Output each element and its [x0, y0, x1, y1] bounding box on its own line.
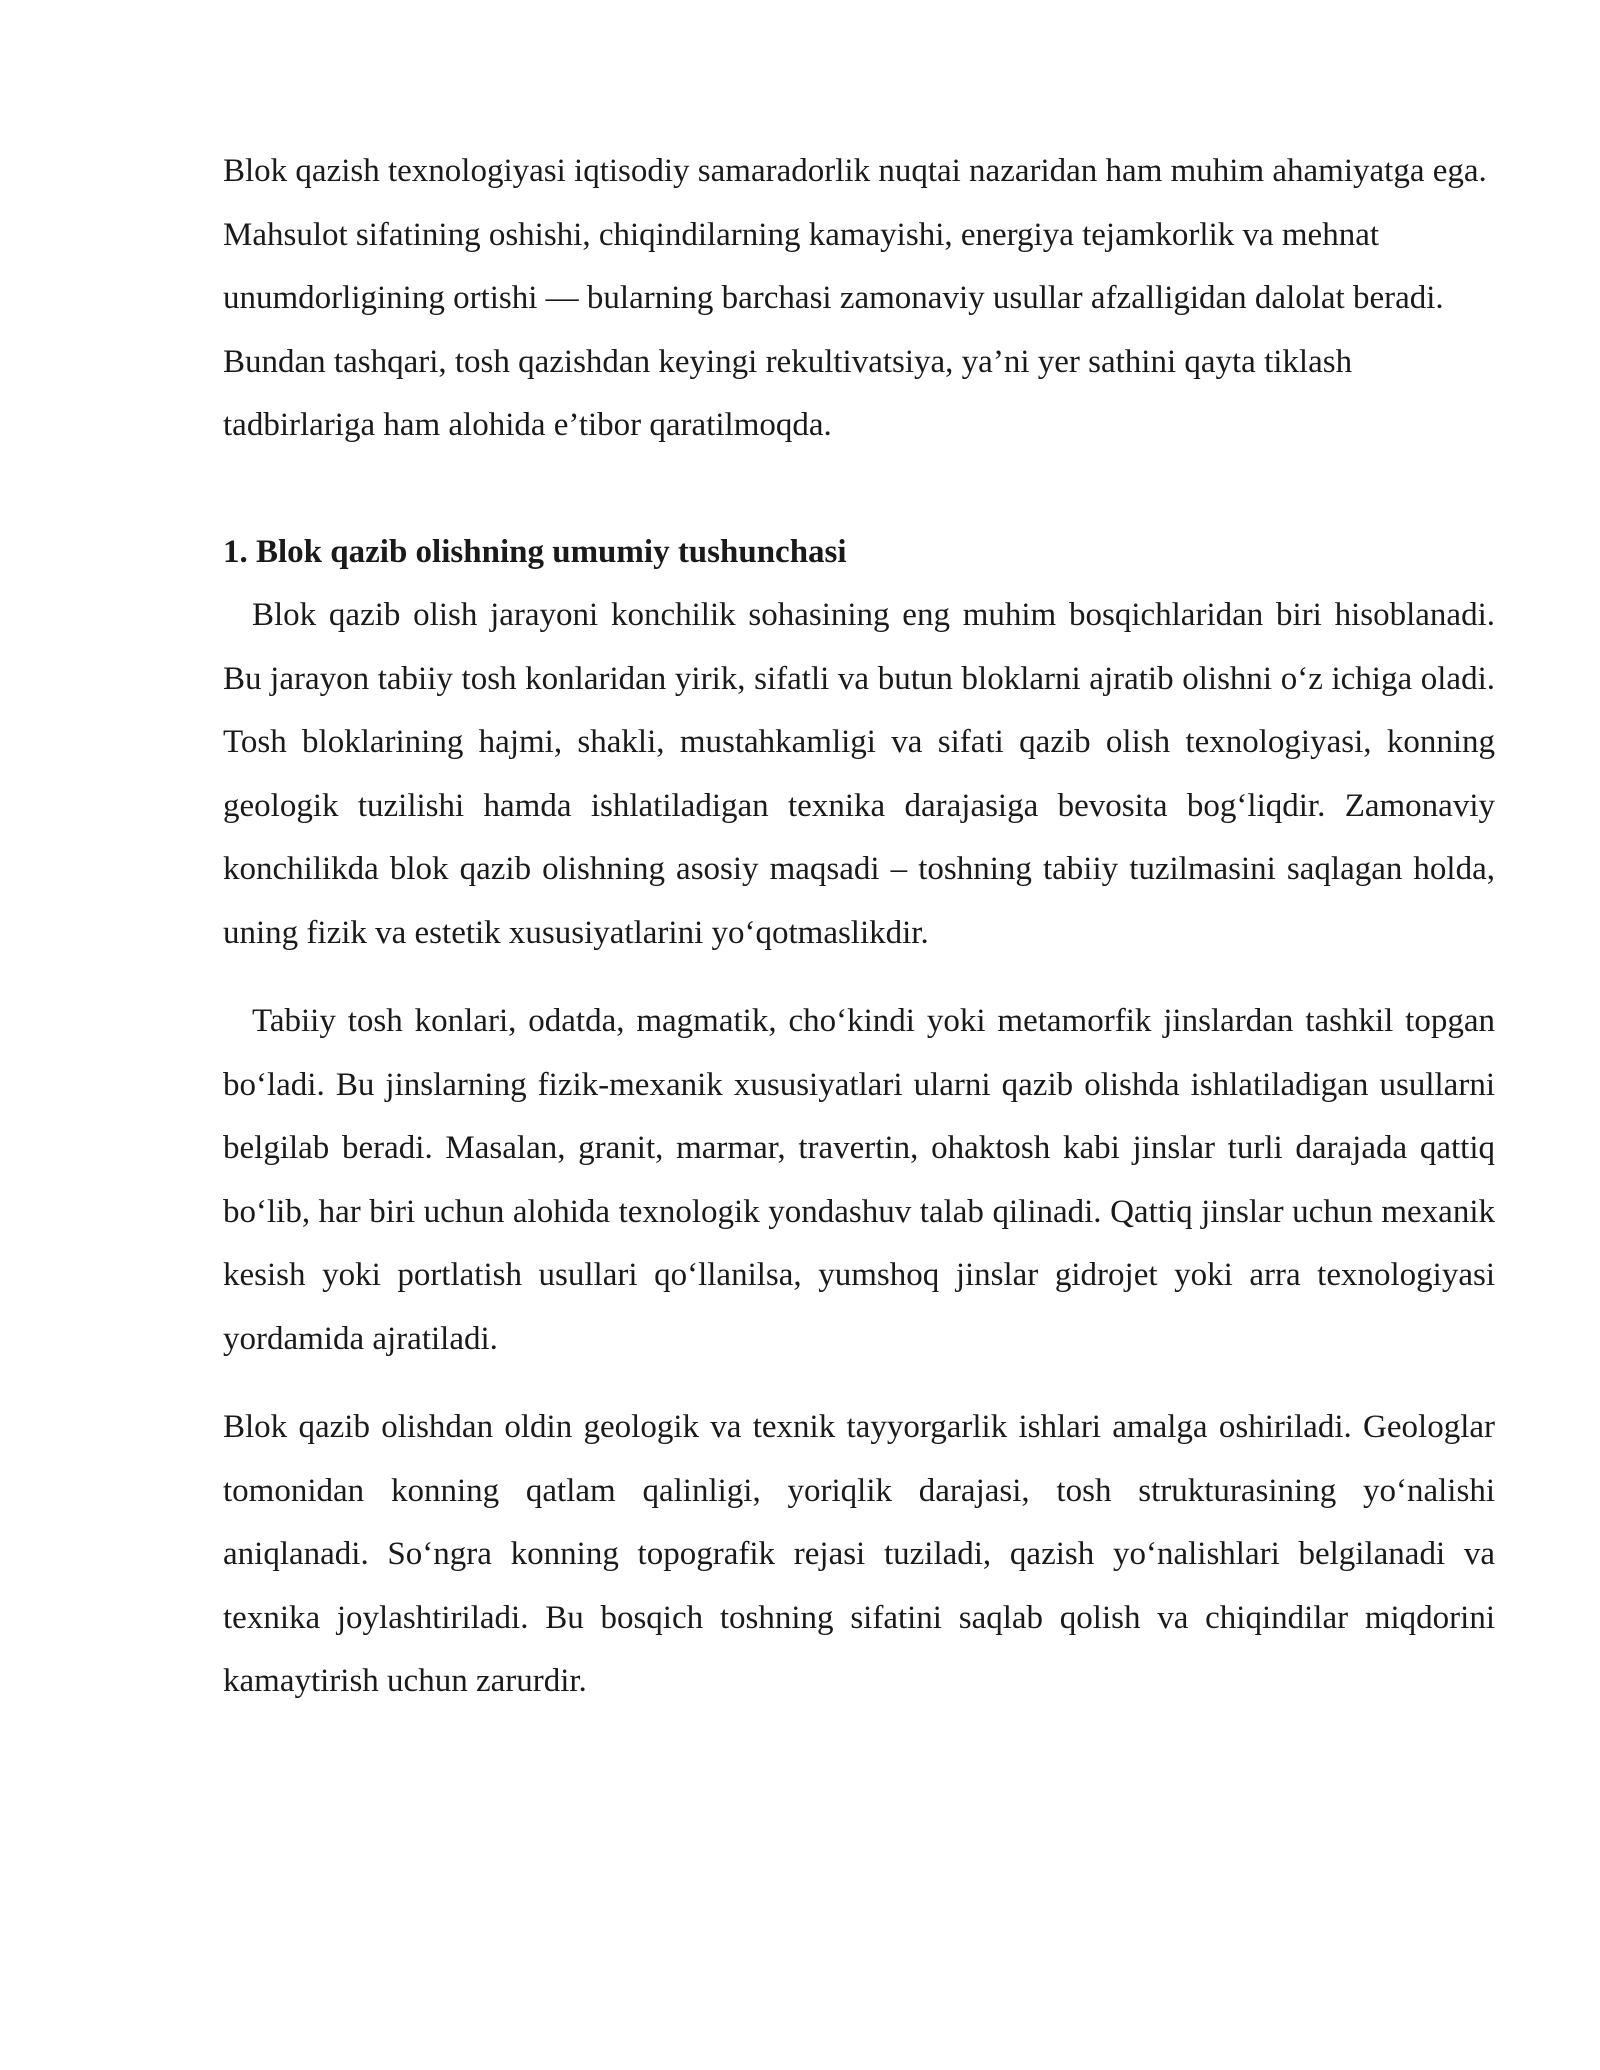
- body-paragraph-2: Tabiiy tosh konlari, odatda, magmatik, cho‘kindi yoki metamorfik jinslardan tashkil topgan bo‘ladi. Bu jinslarning fizik-mexanik xususiyatlari ularni qazib olishda ishlatiladigan usullarni belgilab beradi. Masalan, granit, marmar, travertin, ohaktosh kabi jinslar turli darajada qattiq bo‘lib, har biri uchun alohida texnologik yondashuv talab qilinadi. Qattiq jinslar uchun mexanik kesish yoki portlatish usullari qo‘llanilsa, yumshoq jinslar gidrojet yoki arra texnologiyasi yordamida ajratiladi.: [223, 1003, 1495, 1357]
- body-paragraph-1: Blok qazib olish jarayoni konchilik sohasining eng muhim bosqichlaridan biri hisoblanadi. Bu jarayon tabiiy tosh konlaridan yirik, sifatli va butun bloklarni ajratib olishni o‘z ichiga oladi. Tosh bloklarining hajmi, shakli, mustahkamligi va sifati qazib olish texnologiyasi, konning geologik tuzilishi hamda ishlatiladigan texnika darajasiga bevosita bog‘liqdir. Zamonaviy konchilikda blok qazib olishning asosiy maqsadi – toshning tabiiy tuzilmasini saqlagan holda, uning fizik va estetik xususiyatlarini yo‘qotmaslikdir.: [223, 597, 1495, 951]
- section-heading: 1. Blok qazib olishning umumiy tushunchasi: [223, 533, 847, 570]
- intro-paragraph: Blok qazish texnologiyasi iqtisodiy samaradorlik nuqtai nazaridan ham muhim ahamiyatga ega. Mahsulot sifatining oshishi, chiqindilarning kamayishi, energiya tejamkorlik va mehnat unumdorligining ortishi — bularning barchasi zamonaviy usullar afzalligidan dalolat beradi. Bundan tashqari, tosh qazishdan keyingi rekultivatsiya, ya’ni yer sathini qayta tiklash tadbirlariga ham alohida e’tibor qaratilmoqda.: [223, 153, 1487, 443]
- body-paragraph-3: Blok qazib olishdan oldin geologik va texnik tayyorgarlik ishlari amalga oshiriladi. Geologlar tomonidan konning qatlam qalinligi, yoriqlik darajasi, tosh strukturasining yo‘nalishi aniqlanadi. So‘ngra konning topografik rejasi tuziladi, qazish yo‘nalishlari belgilanadi va texnika joylashtiriladi. Bu bosqich toshning sifatini saqlab qolish va chiqindilar miqdorini kamaytirish uchun zarurdir.: [223, 1409, 1495, 1699]
- document-body: [223, 140, 1495, 1714]
